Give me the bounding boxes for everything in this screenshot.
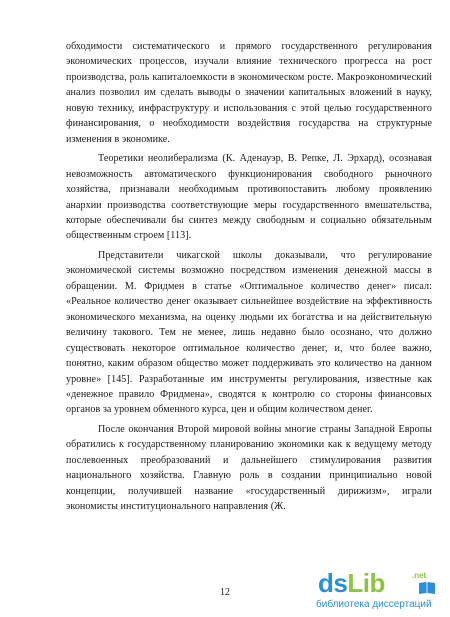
watermark-logo xyxy=(318,569,385,597)
logo-lib: Lib xyxy=(347,568,385,598)
watermark xyxy=(314,569,442,613)
watermark-subtitle: библиотека диссертаций xyxy=(316,599,432,610)
body-text xyxy=(66,39,432,515)
paragraph-1: обходимости систематического и прямого государственного регулирования экономических процессов, изучали влияние технического прогресса на рост производства, роль капиталоемкости в экономическом росте. Макроэкономический анализ позволил им сделать выводы о значении капитальных вложений в науку, новую технику, инфраструктуру и использования с этой целью государственного финансирования, о необходимости воздействия государства на структурные изменения в экономике. xyxy=(66,41,432,145)
logo-tld: .net xyxy=(412,571,427,580)
paragraph-4: После окончания Второй мировой войны многие страны Западной Европы обратились к государственному планированию экономики как к ведущему методу послевоенных преобразований и дальнейшего стимулирования развития национального хозяйства. Главную роль в создании принципиально новой концепции, получившей название «государственный дирижизм», играли экономисты институционального направления (Ж. xyxy=(66,423,432,513)
paragraph-3: Представители чикагской школы доказывали, что регулирование экономической системы возможно посредством изменения денежной массы в обращении. М. Фридмен в статье «Оптимальное количество денег» писал: «Реальное количество денег оказывает сильнейшее воздействие на эффективность экономического механизма, на оценку людьми их богатства и на действительную величину такового. Тем не менее, лишь недавно было осознано, что должно существовать некоторое оптимальное количество денег, и, что более важно, понятно, каким образом общество может поддерживать это количество на данном уровне» [145]. Разработанные им инструменты регулирования, известные как «денежное правило Фридмена», сводятся к контролю со стороны финансовых органов за уровнем обменного курса, цен и общим количеством денег. xyxy=(66,249,432,416)
book-icon xyxy=(418,581,436,595)
page-number: 12 xyxy=(220,587,230,598)
logo-ds: ds xyxy=(318,568,348,598)
paragraph-2: Теоретики неолиберализма (К. Аденауэр, В. Репке, Л. Эрхард), осознавая невозможность автоматического функционирования свободного рыночного хозяйства, признавали необходимым противопоставить любому проявлению анархии производства соответствующие меры государственного вмешательства, которые обеспечивали бы синтез между свободным и социально обязательным общественным строем [113]. xyxy=(66,153,432,242)
